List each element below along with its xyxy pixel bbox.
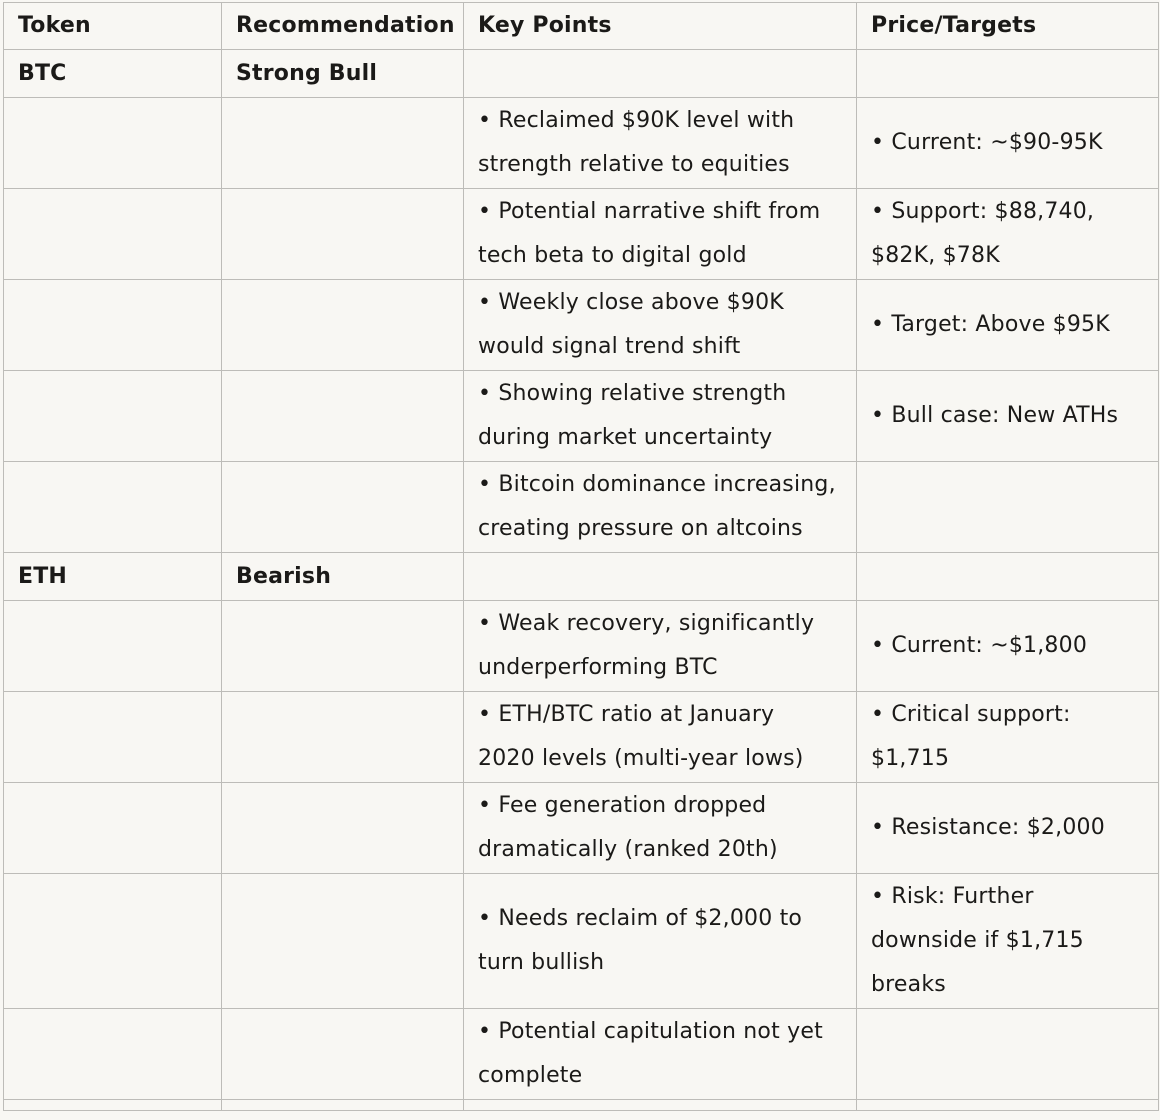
token-cell: BTC [4, 50, 222, 98]
key-point-line: • ETH/BTC ratio at January [478, 702, 775, 727]
header-key-points: Key Points [464, 3, 857, 50]
target-line: breaks [871, 972, 946, 997]
key-point-line: underperforming BTC [478, 655, 718, 680]
key-point-line: • Weak recovery, significantly [478, 611, 815, 636]
key-point-line: turn bullish [478, 950, 605, 975]
key-point-line: complete [478, 1063, 583, 1088]
empty-cell [4, 280, 222, 371]
empty-cell [222, 874, 464, 1009]
target-line: • Resistance: $2,000 [871, 815, 1105, 840]
empty-cell [222, 189, 464, 280]
section-row-eth [4, 553, 1159, 601]
target-cell [857, 280, 1159, 371]
key-point-cell [464, 462, 857, 553]
key-point-line: tech beta to digital gold [478, 243, 747, 268]
target-cell [857, 783, 1159, 874]
key-point-cell [464, 1009, 857, 1100]
empty-cell [4, 371, 222, 462]
target-cell [857, 601, 1159, 692]
key-point-line: • Weekly close above $90K [478, 290, 784, 315]
key-point-line: • Potential capitulation not yet [478, 1019, 823, 1044]
empty-cell [222, 371, 464, 462]
empty-cell [4, 462, 222, 553]
empty-cell [464, 50, 857, 98]
table-row [4, 783, 1159, 874]
empty-cell [222, 1100, 464, 1111]
empty-cell [4, 98, 222, 189]
empty-cell [857, 1100, 1159, 1111]
table-row [4, 874, 1159, 1009]
key-point-line: during market uncertainty [478, 425, 773, 450]
target-line: $1,715 [871, 746, 950, 771]
target-line: • Risk: Further [871, 884, 1034, 909]
header-token: Token [4, 3, 222, 50]
table-row [4, 98, 1159, 189]
empty-cell [857, 50, 1159, 98]
key-point-cell [464, 98, 857, 189]
header-price-targets: Price/Targets [857, 3, 1159, 50]
table-row [4, 189, 1159, 280]
empty-cell [222, 1009, 464, 1100]
target-cell [857, 1009, 1159, 1100]
header-recommendation: Recommendation [222, 3, 464, 50]
key-point-line: • Potential narrative shift from [478, 199, 821, 224]
header-row [4, 3, 1159, 50]
table-row-partial [4, 1100, 1159, 1111]
empty-cell [4, 189, 222, 280]
empty-cell [222, 783, 464, 874]
key-point-line: • Fee generation dropped [478, 793, 767, 818]
table-row [4, 1009, 1159, 1100]
target-cell [857, 692, 1159, 783]
empty-cell [222, 601, 464, 692]
key-point-line: creating pressure on altcoins [478, 516, 803, 541]
key-point-cell [464, 601, 857, 692]
table-row [4, 601, 1159, 692]
table-row [4, 462, 1159, 553]
key-point-line: 2020 levels (multi-year lows) [478, 746, 804, 771]
empty-cell [857, 553, 1159, 601]
target-cell [857, 189, 1159, 280]
key-point-line: • Showing relative strength [478, 381, 787, 406]
table-row [4, 692, 1159, 783]
empty-cell [4, 692, 222, 783]
empty-cell [4, 601, 222, 692]
token-cell: ETH [4, 553, 222, 601]
key-point-line: • Needs reclaim of $2,000 to [478, 906, 803, 931]
recommendation-cell: Strong Bull [222, 50, 464, 98]
key-point-line: strength relative to equities [478, 152, 790, 177]
key-point-cell [464, 874, 857, 1009]
target-line: • Bull case: New ATHs [871, 403, 1119, 428]
empty-cell [4, 783, 222, 874]
target-line: • Critical support: [871, 702, 1071, 727]
target-cell [857, 98, 1159, 189]
key-point-cell [464, 280, 857, 371]
key-point-cell [464, 692, 857, 783]
table-row [4, 280, 1159, 371]
empty-cell [4, 874, 222, 1009]
empty-cell [464, 553, 857, 601]
target-line: • Target: Above $95K [871, 312, 1110, 337]
target-line: • Support: $88,740, [871, 199, 1095, 224]
key-point-line: would signal trend shift [478, 334, 741, 359]
recommendation-cell: Bearish [222, 553, 464, 601]
key-point-line: dramatically (ranked 20th) [478, 837, 778, 862]
empty-cell [222, 462, 464, 553]
empty-cell [222, 692, 464, 783]
empty-cell [464, 1100, 857, 1111]
target-cell [857, 462, 1159, 553]
target-cell [857, 874, 1159, 1009]
empty-cell [4, 1100, 222, 1111]
target-line: • Current: ~$90-95K [871, 130, 1103, 155]
empty-cell [222, 280, 464, 371]
target-line: downside if $1,715 [871, 928, 1084, 953]
key-point-cell [464, 189, 857, 280]
table-row [4, 371, 1159, 462]
empty-cell [4, 1009, 222, 1100]
key-point-line: • Bitcoin dominance increasing, [478, 472, 836, 497]
target-cell [857, 371, 1159, 462]
key-point-cell [464, 783, 857, 874]
key-point-cell [464, 371, 857, 462]
token-recommendation-table [3, 2, 1159, 1111]
empty-cell [222, 98, 464, 189]
section-row-btc [4, 50, 1159, 98]
key-point-line: • Reclaimed $90K level with [478, 108, 795, 133]
target-line: • Current: ~$1,800 [871, 633, 1088, 658]
target-line: $82K, $78K [871, 243, 1000, 268]
